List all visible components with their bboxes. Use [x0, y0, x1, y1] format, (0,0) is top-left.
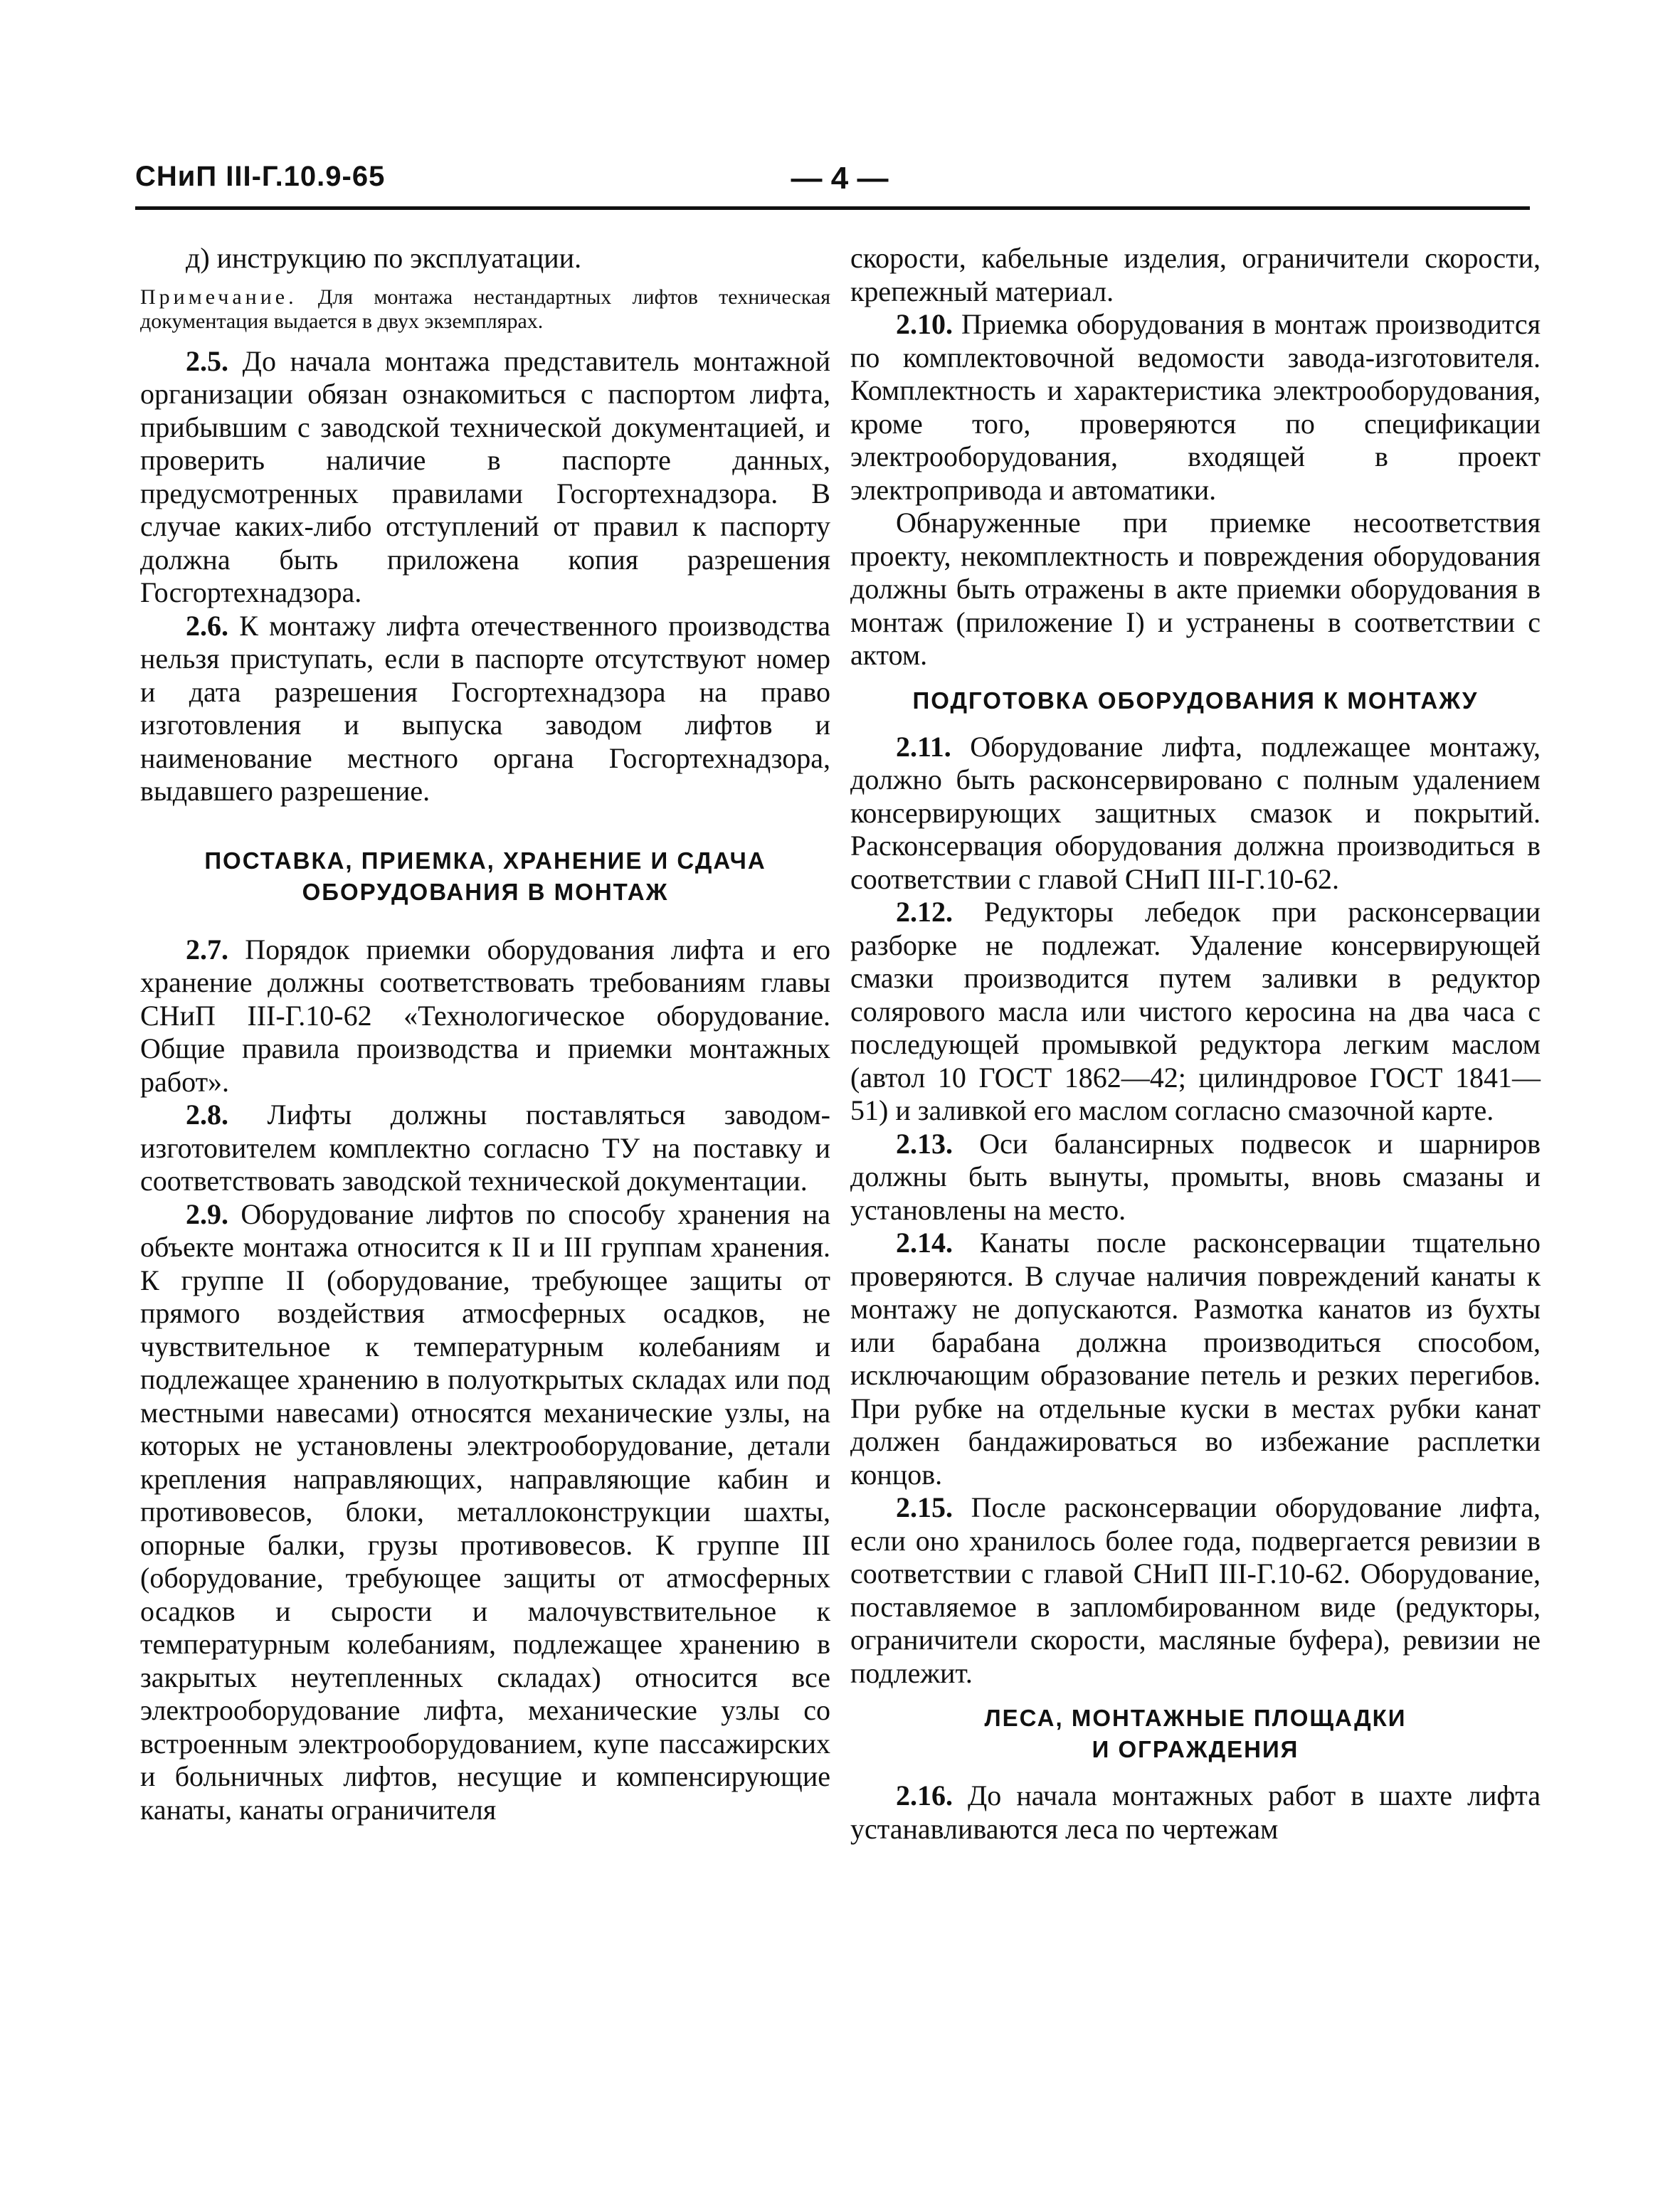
- paragraph-2-10-continued: [850, 507, 1541, 672]
- section-heading-scaffolding: [850, 1703, 1541, 1765]
- clause-number: 2.14.: [896, 1227, 953, 1259]
- clause-number: 2.9.: [186, 1197, 228, 1230]
- clause-number: 2.6.: [186, 609, 228, 642]
- note-paragraph: [140, 285, 830, 334]
- clause-number: 2.5.: [186, 344, 228, 377]
- paragraph-2-6: [140, 610, 830, 808]
- clause-number: 2.11.: [896, 730, 951, 763]
- paragraph-2-7: [140, 933, 830, 1099]
- clause-text: Оборудование лифта, подлежащее монтажу, должно быть расконсервировано с полным удалением консервирующих защитных смазок и покрытий. Расконсервация оборудования должна производиться в соответствии с главой СНиП III-Г.10-62.: [850, 730, 1541, 895]
- clause-text: Обнаруженные при приемке несоответствия проекту, некомплектность и повреждения оборудования должны быть отражены в акте приемки оборудования в монтаж (приложение I) и устранены в соответствии с актом.: [850, 507, 1541, 671]
- paragraph-2-11: [850, 731, 1541, 896]
- section-heading-line: ЛЕСА, МОНТАЖНЫЕ ПЛОЩАДКИ: [984, 1705, 1407, 1731]
- list-item-d-text: д) инструкцию по эксплуатации.: [186, 242, 582, 274]
- clause-text: Оси балансирных подвесок и шарниров должны быть вынуты, промыты, вновь смазаны и установлены на место.: [850, 1127, 1541, 1226]
- section-heading-line: ПОСТАВКА, ПРИЕМКА, ХРАНЕНИЕ И СДАЧА: [204, 847, 766, 874]
- clause-number: 2.15.: [896, 1491, 953, 1523]
- clause-number: 2.13.: [896, 1127, 953, 1160]
- continued-text-body: скорости, кабельные изделия, ограничители скорости, крепежный материал.: [850, 242, 1541, 307]
- paragraph-2-15: [850, 1491, 1541, 1690]
- clause-text: Канаты после расконсервации тщательно проверяются. В случае наличия повреждений канаты к монтажу не допускаются. Размотка канатов из бухты или барабана должна производиться способом, исключающим образование петель и резких перегибов. При рубке на отдельные куски в местах рубки канат должен бандажироваться во избежание расплетки концов.: [850, 1227, 1541, 1491]
- paragraph-2-16: [850, 1779, 1541, 1846]
- clause-number: 2.7.: [186, 933, 228, 965]
- clause-text: Порядок приемки оборудования лифта и его хранение должны соответствовать требованиям главы СНиП III-Г.10-62 «Технологическое оборудование. Общие правила производства и приемки монтажных работ».: [140, 933, 830, 1098]
- clause-text: До начала монтажа представитель монтажной организации обязан ознакомиться с паспортом лифта, прибывшим с заводской технической документацией, и проверить наличие в паспорте данных, предусмотренных правилами Госгортехнадзора. В случае каких-либо отступлений от правил к паспорту должна быть приложена копия разрешения Госгортехнадзора.: [140, 344, 831, 608]
- paragraph-2-13: [850, 1128, 1541, 1227]
- clause-number: 2.8.: [186, 1099, 228, 1131]
- paragraph-2-10: [850, 308, 1541, 507]
- clause-number: 2.10.: [896, 308, 953, 340]
- clause-number: 2.16.: [896, 1779, 953, 1811]
- page-number: — 4 —: [791, 161, 889, 196]
- clause-text: Оборудование лифтов по способу хранения на объекте монтажа относится к II и III группам хранения. К группе II (оборудование, требующее защиты от прямого воздействия атмосферных осадков, не чувствительное к температурным колебаниям и подлежащее хранению в полуоткрытых складах или под местными навесами) относятся механические узлы, на которых не установлены электрооборудование, детали крепления направляющих, направляющие кабин и противовесов, блоки, металлоконструкции шахты, опорные балки, грузы противовесов. К группе III (оборудование, требующее защиты от атмосферных осадков и сырости и малочувствительное к температурным колебаниям, подлежащее хранению в закрытых неутепленных складах) относится все электрооборудование лифта, механические узлы со встроенным электрооборудованием, купе пассажирских и больничных лифтов, несущие и компенсирующие канаты, канаты ограничителя: [140, 1197, 831, 1826]
- paragraph-2-8: [140, 1099, 830, 1198]
- document-code: СНиП III-Г.10.9-65: [135, 161, 386, 192]
- section-heading-preparation: [850, 685, 1541, 716]
- section-heading-line: И ОГРАЖДЕНИЯ: [1092, 1736, 1299, 1762]
- paragraph-2-14: [850, 1227, 1541, 1491]
- section-heading-line: ПОДГОТОВКА ОБОРУДОВАНИЯ К МОНТАЖУ: [912, 687, 1479, 714]
- clause-text: Лифты должны поставляться заводом-изготовителем комплектно согласно ТУ на поставку и соответствовать заводской технической документации.: [140, 1099, 830, 1197]
- continued-text: [850, 242, 1541, 308]
- clause-text: Приемка оборудования в монтаж производится по комплектовочной ведомости завода-изготовителя. Комплектность и характеристика электрооборудования, кроме того, проверяются по спецификации электрооборудования, входящей в проект электропривода и автоматики.: [850, 308, 1541, 506]
- paragraph-2-5: [140, 345, 830, 610]
- clause-text: До начала монтажных работ в шахте лифта устанавливаются леса по чертежам: [850, 1779, 1541, 1845]
- list-item-d: [140, 242, 830, 275]
- clause-number: 2.12.: [896, 896, 953, 928]
- clause-text: После расконсервации оборудование лифта, если оно хранилось более года, подвергается ревизии в соответствии с главой СНиП III-Г.10-62. Оборудование, поставляемое в запломбированном виде (редукторы, ограничители скорости, масляные буфера), ревизии не подлежит.: [850, 1491, 1541, 1689]
- right-column: [850, 242, 1541, 1846]
- clause-text: К монтажу лифта отечественного производства нельзя приступать, если в паспорте отсутствуют номер и дата разрешения Госгортехнадзора на право изготовления и выпуска заводом лифтов и наименование местного органа Госгортехнадзора, выдавшего разрешение.: [140, 609, 830, 807]
- paragraph-2-9: [140, 1198, 830, 1827]
- section-heading-delivery: [140, 845, 830, 908]
- left-column: [140, 242, 830, 1826]
- page-header: [135, 161, 1530, 211]
- clause-text: Редукторы лебедок при расконсервации разборке не подлежат. Удаление консервирующей смазки производится путем заливки в редуктор солярового масла или чистого керосина на два часа с последующей промывкой редуктора легким маслом (автол 10 ГОСТ 1862—42; цилиндровое ГОСТ 1841—51) и заливкой его маслом согласно смазочной карте.: [850, 896, 1541, 1126]
- section-heading-line: ОБОРУДОВАНИЯ В МОНТАЖ: [302, 878, 669, 905]
- header-rule: [135, 206, 1530, 210]
- paragraph-2-12: [850, 896, 1541, 1128]
- note-text: Для монтажа нестандартных лифтов техническая документация выдается в двух экземплярах.: [140, 285, 831, 333]
- note-label: Примечание.: [140, 285, 297, 309]
